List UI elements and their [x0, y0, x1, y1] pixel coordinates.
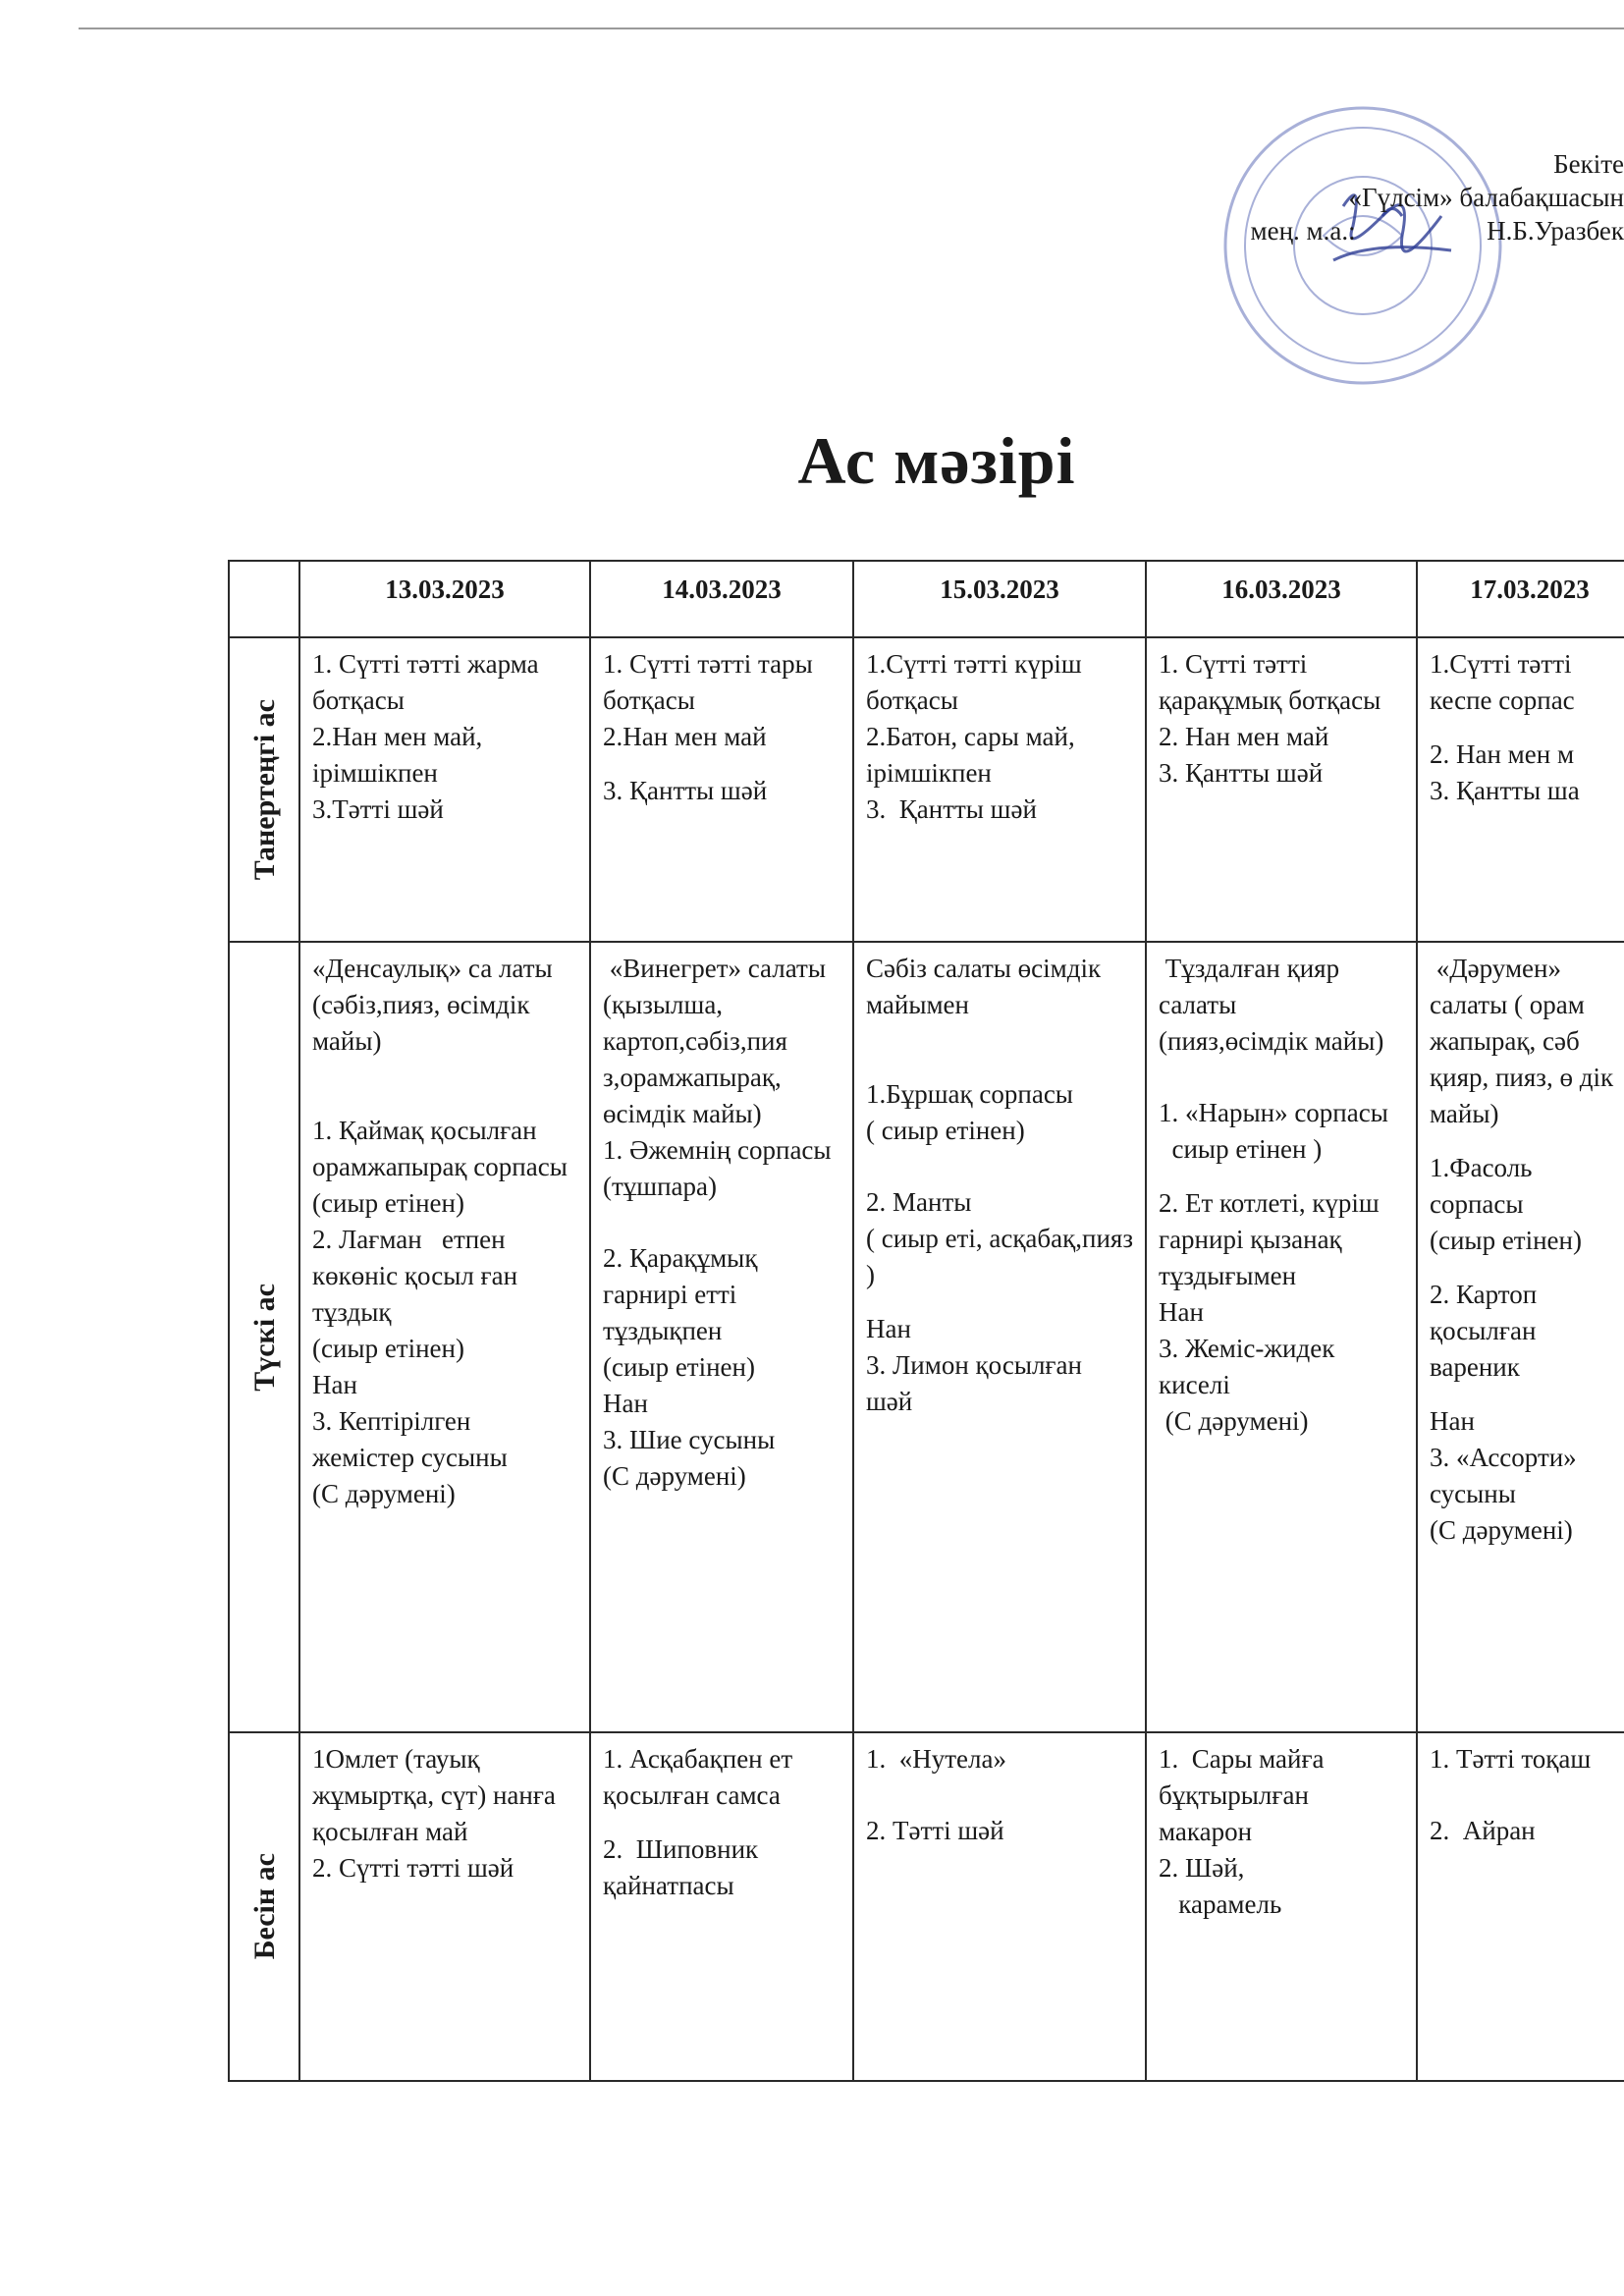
- corner-cell: [229, 561, 299, 637]
- menu-item-line: 2. Лағман етпен көкөніс қосыл ған тұздық: [312, 1225, 524, 1327]
- menu-item-line: 1.Фасоль сорпасы: [1430, 1153, 1540, 1219]
- approval-kindergarten: «Гүлсім» балабақшасын: [1348, 183, 1624, 212]
- menu-item-line: (тұшпара): [603, 1172, 717, 1201]
- page-title: Ас мәзірі: [797, 423, 1076, 498]
- menu-item-line: 3. Кептірілген жемістер сусыны: [312, 1406, 508, 1472]
- menu-item-line: 1. Сүтті тәтті тары ботқасы: [603, 649, 820, 715]
- menu-item-line: сиыр етінен ): [1159, 1134, 1323, 1164]
- menu-item-line: [866, 1795, 1133, 1813]
- approval-name: Н.Б.Уразбек: [1487, 216, 1624, 246]
- menu-item-line: (сиыр етінен): [312, 1188, 464, 1218]
- date-header: 16.03.2023: [1146, 561, 1417, 637]
- menu-item-line: 2. Нан мен м: [1430, 739, 1575, 769]
- date-header: 17.03.2023: [1417, 561, 1624, 637]
- menu-item-line: Нан: [1159, 1297, 1204, 1327]
- menu-item-line: 2. Айран: [1430, 1816, 1536, 1845]
- menu-item-line: карамель: [1159, 1889, 1282, 1919]
- menu-item-line: 1. Тәтті тоқаш: [1430, 1744, 1592, 1774]
- date-header: 14.03.2023: [590, 561, 853, 637]
- menu-cell: [1146, 1732, 1417, 2081]
- menu-item-line: [312, 1095, 577, 1113]
- menu-item-line: 2.Нан мен май, ірімшікпен: [312, 722, 490, 788]
- menu-item-line: (қызылша, картоп,сәбіз,пия з,орамжапырақ, өсімдік майы): [603, 990, 794, 1128]
- approval-position: мең. м.а.:: [1250, 216, 1356, 246]
- menu-item-line: 2. Шиповник қайнатпасы: [603, 1834, 765, 1900]
- menu-item-line: [1159, 1168, 1404, 1185]
- menu-item-line: ( сиыр етінен): [866, 1116, 1025, 1145]
- menu-item-line: [603, 1205, 840, 1223]
- menu-item-line: Сәбіз салаты өсімдік майымен: [866, 954, 1108, 1019]
- meal-label: Бесін ас: [247, 1853, 281, 1960]
- menu-item-line: 2.Нан мен май: [603, 722, 767, 751]
- approval-heading: Бекіте: [1553, 149, 1624, 179]
- menu-item-line: (сиыр етінен): [603, 1352, 755, 1382]
- menu-cell: [853, 1732, 1146, 2081]
- menu-item-line: 1. Әжемнің сорпасы: [603, 1135, 832, 1165]
- menu-item-line: [1430, 1386, 1624, 1403]
- menu-item-line: 1. «Нарын» сорпасы: [1159, 1098, 1388, 1127]
- menu-item-line: 3. Лимон қосылған шәй: [866, 1350, 1089, 1416]
- menu-table: [228, 560, 1624, 2082]
- menu-item-line: 1. Сүтті тәтті қарақұмық ботқасы: [1159, 649, 1381, 715]
- menu-item-line: [866, 1023, 1133, 1041]
- menu-item-line: [603, 755, 840, 773]
- menu-item-line: (С дәрумені): [1159, 1406, 1309, 1436]
- lunch-row: [229, 942, 1624, 1732]
- menu-item-line: [866, 1059, 1133, 1076]
- menu-item-line: ( сиыр еті, асқабақ,пияз ): [866, 1224, 1140, 1289]
- menu-item-line: [1159, 1077, 1404, 1095]
- menu-item-line: «Винегрет» салаты: [603, 954, 826, 983]
- approval-signatory: [1074, 214, 1624, 247]
- menu-cell: [590, 637, 853, 942]
- menu-item-line: 2. Сүтті тәтті шәй: [312, 1853, 514, 1883]
- meal-label-cell: [229, 942, 299, 1732]
- menu-cell: [299, 1732, 590, 2081]
- menu-item-line: [1430, 719, 1624, 737]
- menu-item-line: [1159, 1060, 1404, 1077]
- menu-item-line: 1. Асқабақпен ет қосылған самса: [603, 1744, 799, 1810]
- menu-item-line: (сиыр етінен): [312, 1334, 464, 1363]
- menu-item-line: 1. Сүтті тәтті жарма ботқасы: [312, 649, 546, 715]
- menu-item-line: 1.Бұршақ сорпасы: [866, 1079, 1073, 1109]
- menu-item-line: 2. Тәтті шәй: [866, 1816, 1004, 1845]
- menu-item-line: [866, 1777, 1133, 1795]
- menu-item-line: 2. Шәй,: [1159, 1853, 1245, 1883]
- menu-item-line: (пияз,өсімдік майы): [1159, 1026, 1384, 1056]
- menu-item-line: 2. Манты: [866, 1187, 972, 1217]
- menu-item-line: 3. Қантты шәй: [603, 776, 768, 805]
- menu-item-line: Нан: [866, 1314, 911, 1343]
- menu-item-line: [1430, 1795, 1624, 1813]
- meal-label-cell: [229, 637, 299, 942]
- menu-item-line: 2.Батон, сары май, ірімшікпен: [866, 722, 1082, 788]
- menu-item-line: 3. «Ассорти» сусыны: [1430, 1443, 1584, 1508]
- menu-item-line: 2. Қарақұмық гарнирі етті тұздықпен: [603, 1243, 765, 1345]
- menu-item-line: [1430, 1132, 1624, 1150]
- menu-item-line: [1430, 1777, 1624, 1795]
- meal-label-cell: [229, 1732, 299, 2081]
- menu-item-line: (С дәрумені): [603, 1461, 746, 1491]
- menu-cell: [1417, 942, 1624, 1732]
- date-header: 15.03.2023: [853, 561, 1146, 637]
- menu-item-line: Нан: [603, 1389, 648, 1418]
- menu-item-line: Нан: [312, 1370, 357, 1399]
- menu-item-line: [603, 1814, 840, 1831]
- menu-cell: [1146, 637, 1417, 942]
- menu-item-line: [312, 1060, 577, 1077]
- menu-item-line: [866, 1167, 1133, 1184]
- menu-item-line: [1430, 1259, 1624, 1277]
- date-header-row: [229, 561, 1624, 637]
- menu-item-line: 2. Ет котлеті, күріш гарнирі қызанақ тұздығымен: [1159, 1188, 1393, 1290]
- menu-item-line: [866, 1149, 1133, 1167]
- menu-item-line: [866, 1293, 1133, 1311]
- menu-item-line: 3. Шие сусыны: [603, 1425, 776, 1454]
- menu-cell: [590, 942, 853, 1732]
- menu-cell: [1417, 1732, 1624, 2081]
- menu-item-line: 2. Нан мен май: [1159, 722, 1329, 751]
- menu-item-line: 1. Сары майға бұқтырылған макарон: [1159, 1744, 1331, 1846]
- menu-item-line: 3. Қантты шәй: [866, 794, 1037, 824]
- menu-item-line: 2. Картоп қосылған вареник: [1430, 1280, 1543, 1382]
- menu-item-line: (С дәрумені): [1430, 1515, 1573, 1545]
- menu-cell: [1146, 942, 1417, 1732]
- menu-cell: [853, 637, 1146, 942]
- menu-item-line: 3.Тәтті шәй: [312, 794, 444, 824]
- menu-item-line: Нан: [1430, 1406, 1475, 1436]
- menu-item-line: (С дәрумені): [312, 1479, 456, 1508]
- menu-item-line: [866, 1041, 1133, 1059]
- menu-cell: [853, 942, 1146, 1732]
- snack-row: [229, 1732, 1624, 2081]
- top-border-line: [79, 27, 1624, 29]
- menu-cell: [299, 942, 590, 1732]
- menu-item-line: 3. Қантты шәй: [1159, 758, 1324, 788]
- menu-item-line: 3. Қантты ша: [1430, 776, 1580, 805]
- menu-item-line: Тұздалған қияр салаты: [1159, 954, 1346, 1019]
- meal-label: Түскі ас: [247, 1283, 281, 1392]
- date-header: 13.03.2023: [299, 561, 590, 637]
- menu-item-line: 1Омлет (тауық жұмыртқа, сүт) нанға қосылған май: [312, 1744, 563, 1846]
- menu-item-line: «Денсаулық» са латы (сәбіз,пияз, өсімдік майы): [312, 954, 560, 1056]
- breakfast-row: [229, 637, 1624, 942]
- menu-item-line: [312, 1077, 577, 1095]
- approval-block: [1074, 147, 1624, 247]
- menu-item-line: 3. Жеміс-жидек киселі: [1159, 1334, 1342, 1399]
- menu-cell: [590, 1732, 853, 2081]
- menu-cell: [1417, 637, 1624, 942]
- meal-label: Танертеңгі ас: [247, 698, 281, 881]
- menu-item-line: [603, 1223, 840, 1240]
- menu-item-line: (сиыр етінен): [1430, 1226, 1582, 1255]
- menu-item-line: 1. Қаймақ қосылған орамжапырақ сорпасы: [312, 1116, 568, 1181]
- menu-cell: [299, 637, 590, 942]
- menu-item-line: «Дәрумен» салаты ( орам жапырақ, сәб қияр, пияз, ө дік майы): [1430, 954, 1620, 1128]
- menu-item-line: 1. «Нутела»: [866, 1744, 1006, 1774]
- menu-item-line: 1.Сүтті тәтті кеспе сорпас: [1430, 649, 1579, 715]
- menu-item-line: 1.Сүтті тәтті күріш ботқасы: [866, 649, 1089, 715]
